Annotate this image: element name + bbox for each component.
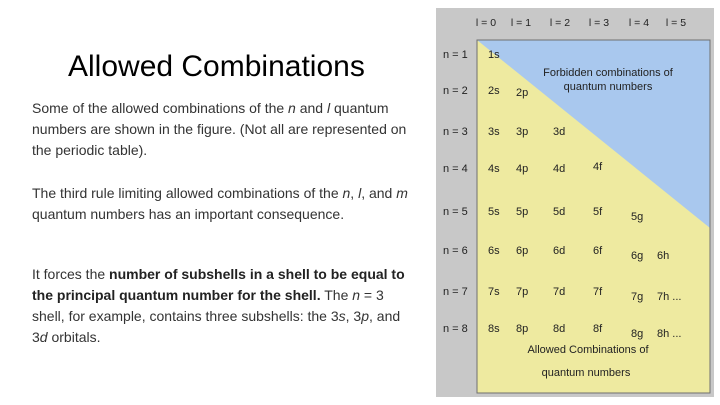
orbital-cell-5-0: 5s (488, 206, 500, 218)
l-header-5: l = 5 (665, 17, 687, 29)
orbital-cell-5-4: 5g (631, 211, 644, 223)
orbital-cell-2-0: 2s (488, 85, 500, 97)
orbital-cell-6-1: 6p (516, 245, 529, 257)
orbital-cell-6-0: 6s (488, 245, 500, 257)
allowed-label-line-1: Allowed Combinations of (527, 344, 649, 356)
orbital-cell-3-1: 3p (516, 126, 529, 138)
slide-title: Allowed Combinations (68, 50, 365, 83)
l-header-3: l = 3 (588, 17, 610, 29)
orbital-cell-6-5: 6h (657, 250, 670, 262)
orbital-cell-8-2: 8d (553, 323, 566, 335)
orbital-cell-1-0: 1s (488, 49, 500, 61)
paragraph-1: Some of the allowed combinations of the n and l quantum numbers are shown in the figure. (Not all are represented on the periodic table). (32, 100, 407, 158)
l-header-2: l = 2 (549, 17, 571, 29)
l-header-4: l = 4 (628, 17, 650, 29)
orbital-cell-8-1: 8p (516, 323, 529, 335)
quantum-numbers-figure (436, 8, 714, 397)
orbital-cell-7-5: 7h ... (657, 291, 682, 303)
orbital-cell-3-0: 3s (488, 126, 500, 138)
orbital-cell-5-3: 5f (593, 206, 603, 218)
orbital-cell-7-1: 7p (516, 286, 529, 298)
orbital-cell-4-0: 4s (488, 163, 500, 175)
orbital-cell-4-3: 4f (593, 161, 603, 173)
paragraph-2: The third rule limiting allowed combinations of the n, l, and m quantum numbers has an important consequence. (32, 185, 408, 222)
n-label-5: n = 5 (443, 206, 468, 218)
paragraph-3: It forces the number of subshells in a shell to be equal to the principal quantum number for the shell. The n = 3 shell, for example, contains three subshells: the 3s, 3p, and 3d orbitals. (32, 266, 405, 345)
orbital-cell-3-2: 3d (553, 126, 566, 138)
orbital-cell-6-4: 6g (631, 250, 644, 262)
forbidden-label-line-1: Forbidden combinations of (543, 67, 673, 79)
emphasis-text: number of subshells in a shell to be equal to the principal quantum number for the shell. (32, 266, 405, 303)
orbital-cell-4-2: 4d (553, 163, 566, 175)
orbital-cell-2-1: 2p (516, 87, 529, 99)
orbital-cell-7-3: 7f (593, 286, 603, 298)
orbital-cell-8-3: 8f (593, 323, 603, 335)
n-label-4: n = 4 (443, 163, 468, 175)
orbital-cell-7-0: 7s (488, 286, 500, 298)
orbital-cell-7-2: 7d (553, 286, 566, 298)
orbital-cell-8-4: 8g (631, 328, 644, 340)
orbital-cell-8-0: 8s (488, 323, 500, 335)
l-header-0: l = 0 (475, 17, 497, 29)
orbital-cell-5-2: 5d (553, 206, 566, 218)
orbital-cell-7-4: 7g (631, 291, 644, 303)
n-label-8: n = 8 (443, 323, 468, 335)
allowed-label-line-2: quantum numbers (541, 367, 631, 379)
l-header-1: l = 1 (510, 17, 532, 29)
n-label-3: n = 3 (443, 126, 468, 138)
quantum-numbers-diagram (436, 8, 714, 397)
n-label-7: n = 7 (443, 286, 468, 298)
n-label-6: n = 6 (443, 245, 468, 257)
orbital-cell-6-2: 6d (553, 245, 566, 257)
orbital-cell-8-5: 8h ... (657, 328, 682, 340)
forbidden-label-line-2: quantum numbers (563, 81, 653, 93)
orbital-cell-5-1: 5p (516, 206, 529, 218)
n-label-2: n = 2 (443, 85, 468, 97)
n-label-1: n = 1 (443, 49, 468, 61)
orbital-cell-6-3: 6f (593, 245, 603, 257)
orbital-cell-4-1: 4p (516, 163, 529, 175)
